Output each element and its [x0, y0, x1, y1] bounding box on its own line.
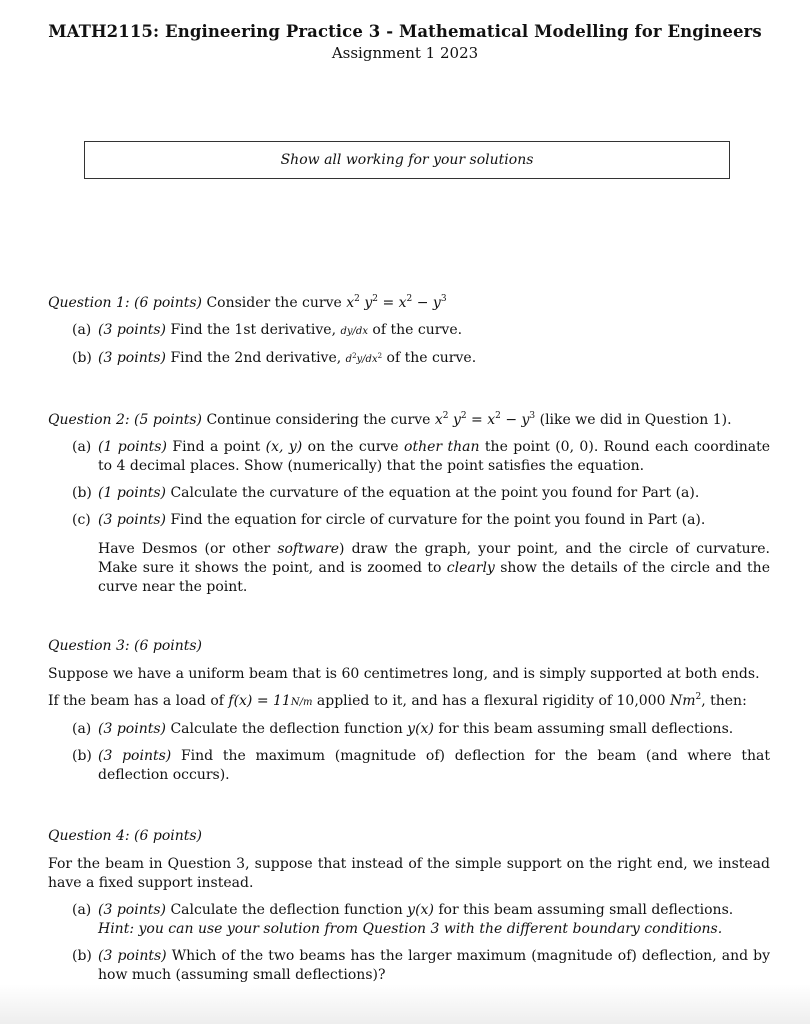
question-3b: [72, 747, 771, 785]
item-points: (3 points): [98, 902, 166, 918]
question-4: [48, 827, 770, 985]
question-3-label: Question 3: (6 points): [48, 638, 203, 654]
question-1: [48, 294, 770, 369]
item-label: (a): [72, 439, 92, 455]
item-label: (a): [72, 721, 92, 737]
item-text: Find the maximum (magnitude of) deflection for the beam (and where that deflection occurs).: [98, 748, 771, 783]
question-4a: (a) (3 points) Calculate the deflection function y(x) for this beam assuming small deflections. Hint: you can use your solution from Question 3 with the different boundary conditions.: [98, 901, 770, 939]
question-2: [48, 411, 770, 597]
item-label: (b): [72, 948, 92, 964]
item-points: (1 points): [98, 485, 166, 501]
curve-equation: $x^2$ $y^2 = x^2 - y^3$: [434, 411, 536, 428]
question-3-line-1: Suppose we have a uniform beam that is 60 centimetres long, and is simply supported at both ends.: [48, 666, 760, 682]
item-points: (1 points): [98, 439, 167, 455]
item-points: (3 points): [98, 322, 166, 338]
instruction-box: [84, 141, 730, 179]
rigidity-unit: Nm$^2$: [669, 692, 702, 709]
question-4-line-1: For the beam in Question 3, suppose that instead of the simple support on the right end, we instead have a fixed support instead.: [48, 856, 770, 891]
item-label: (a): [72, 322, 92, 338]
second-derivative: $d^2y/dx^2$: [345, 352, 383, 365]
first-derivative: dy/dx: [340, 326, 368, 337]
deflection-function: y(x): [407, 902, 434, 918]
instruction-text: Show all working for your solutions: [280, 151, 534, 168]
question-2b: [72, 484, 770, 503]
question-4b: [72, 947, 770, 985]
item-text: Which of the two beams has the larger maximum (magnitude of) deflection, and by how much (assuming small deflections)?: [98, 948, 770, 983]
curve-equation: $x^2$ $y^2 = x^2 - y^3$: [346, 294, 447, 311]
question-3a: (a) (3 points) Calculate the deflection function y(x) for this beam assuming small deflections.: [72, 721, 734, 737]
item-points: (3 points): [98, 512, 166, 528]
question-2-header: Question 2: (5 points) Continue considering the curve $x^2$ $y^2 = x^2 - y^3$ (like we did in Question 1).: [48, 411, 732, 428]
load-function: f(x) = 11N/m: [228, 693, 313, 709]
question-2-label: Question 2: (5 points): [48, 412, 203, 428]
question-1-header: [48, 294, 770, 313]
item-label: (a): [72, 902, 92, 918]
item-points: (3 points): [98, 948, 167, 964]
origin-point: (0, 0): [555, 439, 594, 455]
question-1a: [72, 321, 770, 341]
page-bottom-shadow: [0, 984, 810, 1024]
question-1-text: Consider the curve: [206, 295, 342, 311]
item-text-tail: of the curve.: [372, 322, 463, 338]
question-3: [48, 637, 770, 785]
item-label: (b): [72, 350, 92, 366]
item-label: (c): [72, 512, 91, 528]
deflection-function: y(x): [407, 721, 434, 737]
item-points: (3 points): [98, 350, 166, 366]
point-xy: (x, y): [265, 439, 303, 455]
item-label: (b): [72, 485, 92, 501]
item-text: Find the 1st derivative,: [170, 322, 337, 338]
item-text: Find the equation for circle of curvature for the point you found in Part (a).: [170, 512, 706, 528]
question-2-desmos-note: Have Desmos (or other software) draw the graph, your point, and the circle of curvature. Make sure it shows the point, and is zoomed to clearly show the details of the circle and the curve near the point.: [98, 541, 771, 595]
item-points: (3 points): [98, 721, 166, 737]
document-subtitle: Assignment 1 2023: [331, 44, 479, 62]
document-title: MATH2115: Engineering Practice 3 - Mathematical Modelling for Engineers: [48, 22, 762, 41]
question-2c: [72, 511, 770, 530]
item-points: (3 points): [98, 748, 172, 764]
question-4-label: Question 4: (6 points): [48, 828, 203, 844]
question-3-line-2: If the beam has a load of f(x) = 11N/m applied to it, and has a flexural rigidity of 10,000 Nm$^2$, then:: [48, 692, 747, 709]
question-2a: (a) (1 points) Find a point (x, y) on the curve other than the point (0, 0). Round each coordinate to 4 decimal places. Show (numerically) that the point satisfies the equation.: [72, 439, 771, 474]
item-text: Find the 2nd derivative,: [170, 350, 342, 366]
question-1b: [72, 349, 770, 369]
question-4a-hint: Hint: you can use your solution from Question 3 with the different boundary conditions.: [98, 921, 723, 937]
item-label: (b): [72, 748, 92, 764]
item-text: Calculate the curvature of the equation at the point you found for Part (a).: [170, 485, 700, 501]
question-1-label: Question 1: (6 points): [48, 295, 203, 311]
item-text-tail: of the curve.: [386, 350, 477, 366]
